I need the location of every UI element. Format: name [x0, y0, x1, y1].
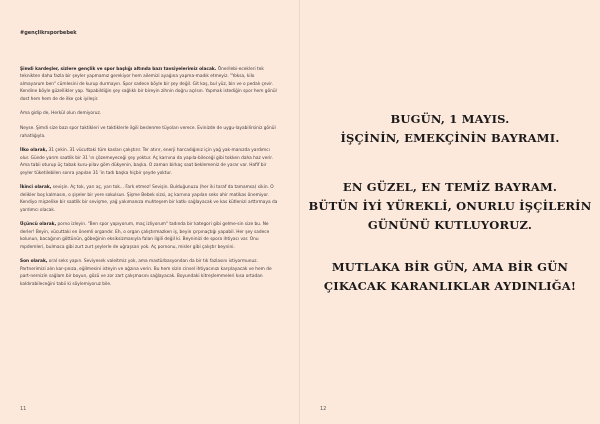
paragraph	[20, 110, 278, 117]
hashtag-header: #gençlikrsporbebek	[20, 30, 77, 36]
paragraph	[20, 147, 278, 177]
paragraph-lead: Son olarak,	[20, 259, 48, 265]
celebration-text	[300, 178, 600, 235]
heading-line: EN GÜZEL, EN TEMİZ BAYRAM.	[342, 180, 558, 194]
heading-line: BUGÜN, 1 MAYIS.	[390, 112, 510, 126]
paragraph-text: Neyse. Şimdi size bazı spor taktikleri ve taktiklerle ilgili beslenme tüyoları verece. Evinizde de uygu-layabilirsiniz gönül rahatlığıyla.	[20, 126, 276, 139]
paragraph-text: oral seks yapın. Seviyesek valeitmiz yok, ama mastürbasyondan da bir tık fazlasını istiyormunuz. Partnerimizi alın kar-şınıza, eğilmesini isteyin ve ağzına verin. Bu hem sizin cinsel ihtiyacınızı karşılayacak ve hem de part-nernizin sağlam bir boyun, gözü ve zor zart çalışmasını sağlayacak. Boyundaki kitreşlemmeleri kısa ortadan kaldırabileceğini tabii ki söylemiyoruz bile.	[20, 259, 272, 287]
may-day-heading	[300, 110, 600, 148]
article-body	[20, 66, 278, 295]
heading-line: MUTLAKA BİR GÜN, AMA BİR GÜN	[331, 260, 569, 274]
right-page	[300, 0, 600, 424]
paragraph-text: Ama gidip de, Herkül olun demiyoruz.	[20, 111, 102, 117]
page-number: 12	[320, 406, 327, 412]
hope-text	[300, 258, 600, 296]
heading-line: ÇIKACAK KARANLIKLAR AYDINLIĞA!	[323, 279, 577, 293]
heading-line: BÜTÜN İYİ YÜREKLİ, ONURLU İŞÇİLERİN	[308, 199, 592, 213]
paragraph-lead: Şimdi kardeşler, sizlere gençlik ve spor başlığı altında bazı tavsiyelerimiz olacak.	[20, 67, 217, 72]
paragraph-text: 31 çekin. 31 vücuttaki tüm kasları çalıştırır. Ter atırır, enerji harcadığınız için yağ yak-manızda yardımcı olur. Günde yarım saatlik bir 31 'ın çözemeyeceği şey yoktur. Aç karnına da yapıla-bileceği gibi tokken daha haz verir. Ama tabii oturup üç tabak kuru-pilav göm dükyenin, başka. O zaman birkaç saat beklemeniz de yarar var. Hafif bir şeyler tüketilebilen sonra yapılan 31 'in tadı başka hiçbir şeyde yoktur.	[20, 148, 274, 176]
heading-line: GÜNÜNÜ KUTLUYORUZ.	[367, 218, 533, 232]
paragraph	[20, 221, 278, 251]
paragraph	[20, 66, 278, 103]
paragraph	[20, 258, 278, 288]
paragraph	[20, 125, 278, 140]
paragraph	[20, 184, 278, 214]
paragraph-text: sevişin. Aç tok, yarı aç, yarı tok... Fark etmez! Sevişin. Bulduğunuzu (her iki taraf da tamamsa) sikin. O delikler boş kalmasın, o şişeler bir yere sokulsun. Şişme Bebek sizsi, aç karnına yapılan seks ahir matikas önemiyor. Kendiyo mişzelike bir saatlik bir sevişme, yağ yakımanıza muhteşem bir katkı sağlayacak ve kas kütlenizi arttırmaya da yardımcı olacak.	[20, 185, 278, 213]
paragraph-lead: İkinci olarak,	[20, 185, 52, 191]
paragraph-text: Önerilebi-ecekleri tek teknikten daha fazla bir şeyler yapmamız gerekiyor hem ailemizi ayağına yapma-madık etmeyiz. "Yoksa, kilo almayarum ben" cümlesini de kurup durmayın. Spor sadece böyle bir şey değil. Git koş, bul yüz, bin ve o pedalı çevir. Kendine böyle güzellikler yap. Yapabildiğin şey sağlıklı bir bireyin zihnin doğru açılsın. Yapmak istediğin spor hem gönül dost hem hem de de ilke çok iyileşir.	[20, 67, 277, 102]
paragraph-lead: İlko olarak,	[20, 148, 48, 154]
paragraph-text: porno izleyin. "Ben spor yapıyorum, maç izliyorum" tadında bir kategori gibi gelme-sin size bu. Ne derler! Beyin, vücuttaki en önemli organdır. Eh, o organ çalıştırmazken iş, beyin çırpınaçtığı yapabil. Her şey sadece kolunun, bacağının göttünün, göbeğinin eksiksizmanıyla falan ilgili değil ki. Beyninizi de spora ihtiyacı var. Onu mpdemleri, bulmaca gibi zurt zurt şeylerle de uğraşsan yok. Aç pornonu, misler gibi çalıştır beynini.	[20, 222, 270, 250]
paragraph-lead: Üçüncü olarak,	[20, 222, 57, 228]
heading-line: İŞÇİNİN, EMEKÇİNİN BAYRAMI.	[340, 131, 560, 145]
page-number: 11	[20, 406, 27, 412]
